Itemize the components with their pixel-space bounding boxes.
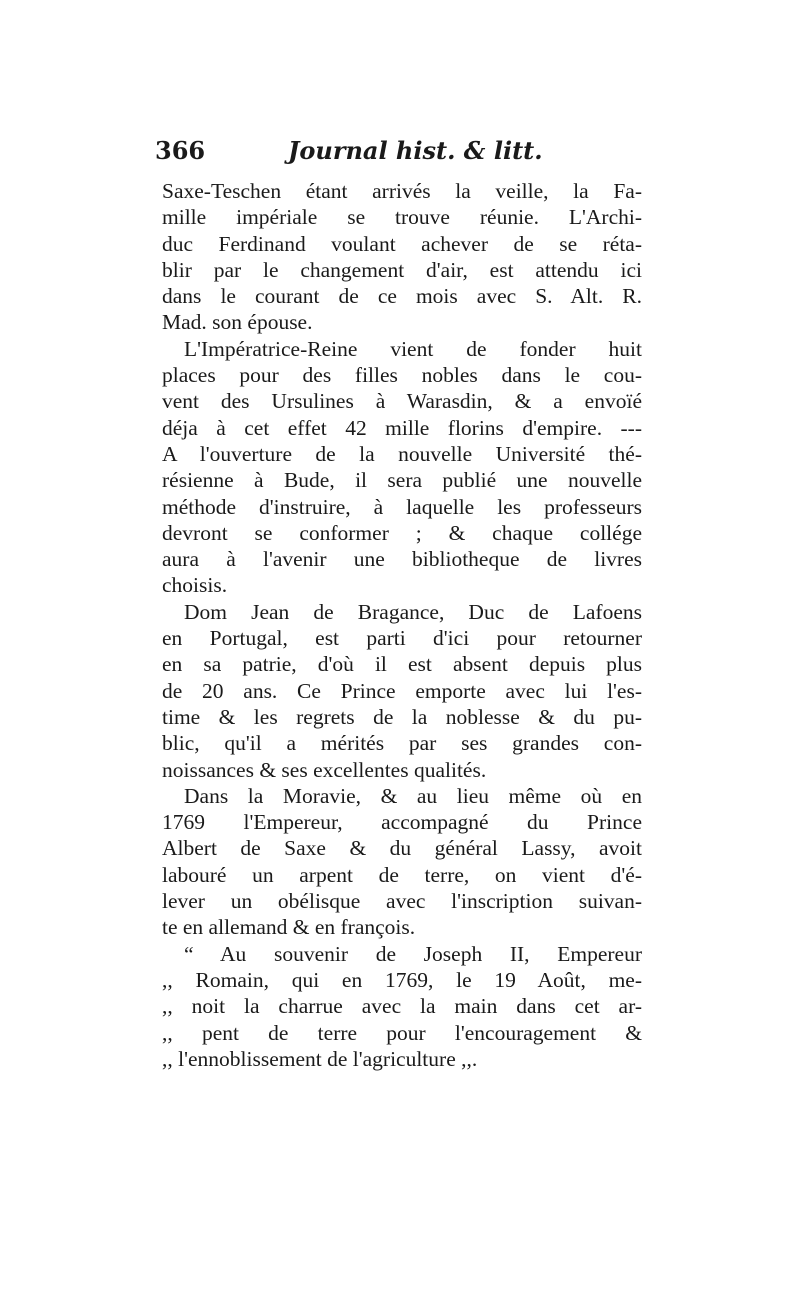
text-line: noissances & ses excellentes qualités. — [162, 757, 487, 782]
text-line: ,, noit la charrue avec la main dans cet ar- — [162, 994, 642, 1019]
text-line: choisis. — [162, 573, 228, 598]
text-line: Albert de Saxe & du général Lassy, avoit — [162, 836, 642, 861]
text-line: mille impériale se trouve réunie. L'Archi- — [162, 205, 642, 230]
text-line: Mad. son épouse. — [162, 310, 313, 335]
text-line: de 20 ans. Ce Prince emporte avec lui l'es- — [162, 678, 642, 703]
text-line: aura à l'avenir une bibliotheque de livres — [162, 547, 642, 572]
text-line: devront se conformer ; & chaque collége — [162, 520, 642, 545]
text-line: Saxe-Teschen étant arrivés la veille, la Fa- — [162, 179, 642, 203]
text-line: résienne à Bude, il sera publié une nouvelle — [162, 468, 642, 493]
text-line: L'Impératrice-Reine vient de fonder huit — [184, 336, 642, 361]
text-line: time & les regrets de la noblesse & du pu- — [162, 704, 642, 729]
text-line: te en allemand & en françois. — [162, 915, 416, 940]
text-line: en sa patrie, d'où il est absent depuis plus — [162, 652, 642, 677]
text-line: vent des Ursulines à Warasdin, & a envoïé — [162, 389, 642, 414]
page-number: 366 — [155, 136, 206, 165]
text-line: places pour des filles nobles dans le cou- — [162, 363, 642, 388]
text-line: ,, pent de terre pour l'encouragement & — [162, 1020, 642, 1045]
text-line: méthode d'instruire, à laquelle les professeurs — [162, 494, 642, 519]
text-line: duc Ferdinand voulant achever de se réta- — [162, 231, 642, 256]
text-line: Dom Jean de Bragance, Duc de Lafoens — [184, 599, 642, 624]
text-line: dans le courant de ce mois avec S. Alt. R. — [162, 284, 642, 309]
text-line: ,, l'ennoblissement de l'agriculture ,,. — [162, 1046, 478, 1071]
text-line: 1769 l'Empereur, accompagné du Prince — [162, 810, 642, 835]
text-line: en Portugal, est parti d'ici pour retourner — [162, 626, 642, 651]
text-line: blic, qu'il a mérités par ses grandes con- — [162, 731, 642, 756]
text-line: déja à cet effet 42 mille florins d'empire. --- — [162, 415, 642, 440]
text-line: “ Au souvenir de Joseph II, Empereur — [184, 941, 642, 966]
text-line: Dans la Moravie, & au lieu même où en — [184, 783, 642, 808]
running-title: Journal hist. & litt. — [288, 136, 543, 165]
body-text — [162, 178, 642, 1072]
text-line: lever un obélisque avec l'inscription suivan- — [162, 889, 642, 914]
text-line: labouré un arpent de terre, on vient d'é- — [162, 862, 642, 887]
text-line: ,, Romain, qui en 1769, le 19 Août, me- — [162, 967, 642, 992]
page-header — [155, 136, 645, 172]
text-line: A l'ouverture de la nouvelle Université thé- — [162, 441, 642, 466]
text-line: blir par le changement d'air, est attendu ici — [162, 257, 642, 282]
